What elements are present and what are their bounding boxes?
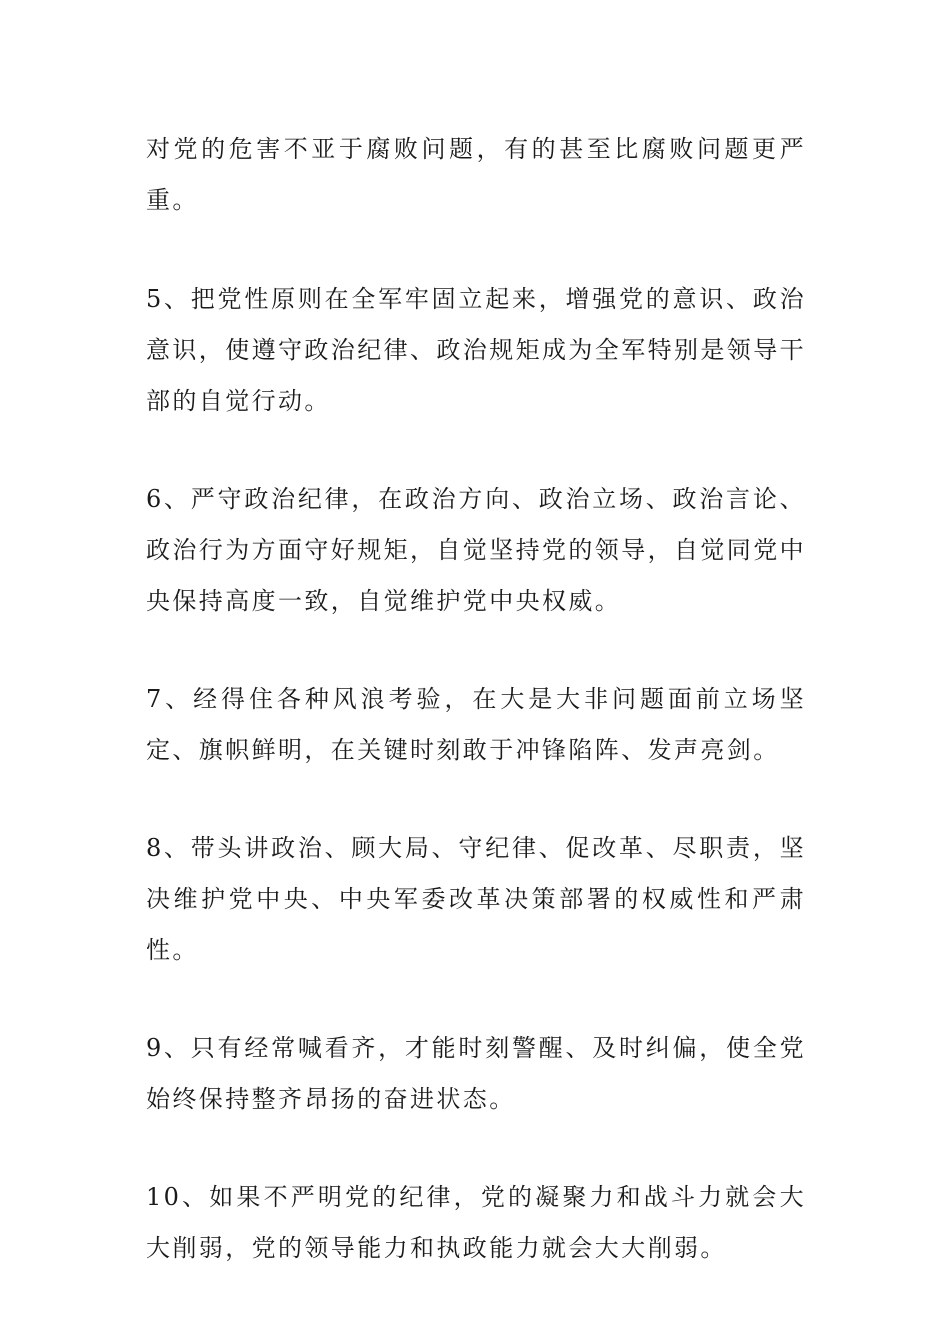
paragraph-item-5: 5、把党性原则在全军牢固立起来，增强党的意识、政治意识，使遵守政治纪律、政治规矩成为全军特别是领导干部的自觉行动。: [146, 285, 806, 415]
paragraph-continuation: 对党的危害不亚于腐败问题，有的甚至比腐败问题更严重。: [146, 135, 806, 214]
paragraph-item-6: 6、严守政治纪律，在政治方向、政治立场、政治言论、政治行为方面守好规矩，自觉坚持党的领导，自觉同党中央保持高度一致，自觉维护党中央权威。: [146, 485, 806, 615]
paragraph-item-8: 8、带头讲政治、顾大局、守纪律、促改革、尽职责，坚决维护党中央、中央军委改革决策部署的权威性和严肃性。: [146, 834, 806, 964]
paragraph-item-7: 7、经得住各种风浪考验，在大是大非问题面前立场坚定、旗帜鲜明，在关键时刻敢于冲锋陷阵、发声亮剑。: [146, 685, 806, 764]
paragraph-item-9: 9、只有经常喊看齐，才能时刻警醒、及时纠偏，使全党始终保持整齐昂扬的奋进状态。: [146, 1034, 806, 1113]
document-page: [146, 124, 806, 1274]
paragraph-item-10: 10、如果不严明党的纪律，党的凝聚力和战斗力就会大大削弱，党的领导能力和执政能力就会大大削弱。: [146, 1183, 806, 1262]
